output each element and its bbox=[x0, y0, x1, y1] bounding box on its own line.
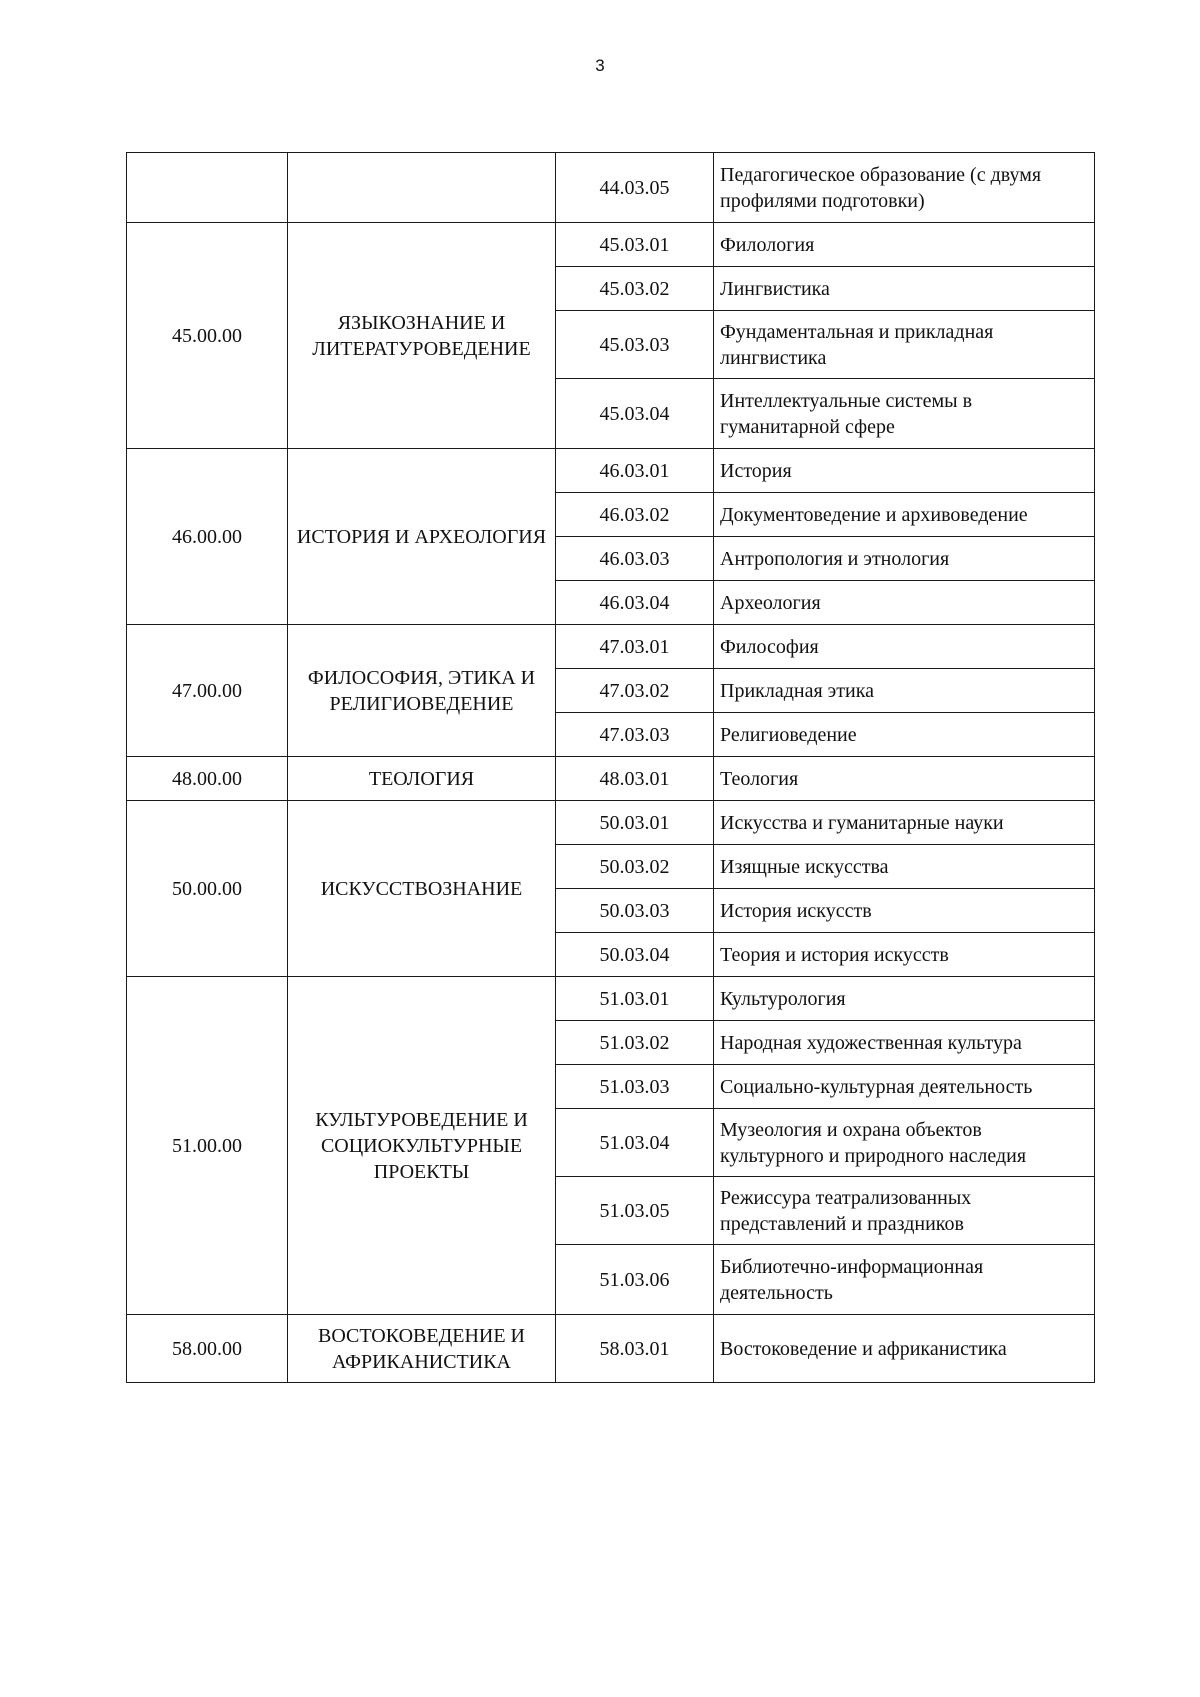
specialty-code-cell: 46.03.02 bbox=[556, 493, 714, 537]
specialty-name-cell: История искусств bbox=[714, 889, 1095, 933]
table-row bbox=[127, 223, 1095, 267]
specialty-code-cell: 48.03.01 bbox=[556, 757, 714, 801]
specialty-code-cell: 47.03.01 bbox=[556, 625, 714, 669]
group-name-cell: ТЕОЛОГИЯ bbox=[288, 757, 556, 801]
group-name-cell: ФИЛОСОФИЯ, ЭТИКА И РЕЛИГИОВЕДЕНИЕ bbox=[288, 625, 556, 757]
page-number: 3 bbox=[595, 56, 605, 75]
specialty-code-cell: 46.03.04 bbox=[556, 581, 714, 625]
specialty-name-cell: Педагогическое образование (с двумя профилями подготовки) bbox=[714, 153, 1095, 223]
group-name-cell: КУЛЬТУРОВЕДЕНИЕ И СОЦИОКУЛЬТУРНЫЕ ПРОЕКТЫ bbox=[288, 977, 556, 1315]
specialty-code-cell: 47.03.03 bbox=[556, 713, 714, 757]
specialty-name-cell: Режиссура театрализованных представлений и праздников bbox=[714, 1177, 1095, 1245]
specialty-code-cell: 44.03.05 bbox=[556, 153, 714, 223]
table-row bbox=[127, 757, 1095, 801]
specialty-name-cell: Культурология bbox=[714, 977, 1095, 1021]
specialties-table bbox=[126, 152, 1095, 1383]
specialty-code-cell: 51.03.02 bbox=[556, 1021, 714, 1065]
group-code-cell bbox=[127, 153, 288, 223]
specialty-name-cell: Документоведение и архивоведение bbox=[714, 493, 1095, 537]
specialty-name-cell: Теория и история искусств bbox=[714, 933, 1095, 977]
specialty-code-cell: 51.03.03 bbox=[556, 1065, 714, 1109]
specialty-code-cell: 45.03.02 bbox=[556, 267, 714, 311]
specialty-code-cell: 45.03.01 bbox=[556, 223, 714, 267]
group-code-cell: 51.00.00 bbox=[127, 977, 288, 1315]
group-code-cell: 45.00.00 bbox=[127, 223, 288, 449]
specialty-name-cell: Филология bbox=[714, 223, 1095, 267]
specialty-code-cell: 58.03.01 bbox=[556, 1315, 714, 1383]
specialty-name-cell: Народная художественная культура bbox=[714, 1021, 1095, 1065]
specialty-code-cell: 46.03.01 bbox=[556, 449, 714, 493]
specialty-code-cell: 50.03.01 bbox=[556, 801, 714, 845]
specialty-name-cell: История bbox=[714, 449, 1095, 493]
table-row bbox=[127, 625, 1095, 669]
specialty-code-cell: 51.03.05 bbox=[556, 1177, 714, 1245]
specialty-name-cell: Библиотечно-информационная деятельность bbox=[714, 1245, 1095, 1315]
table-row bbox=[127, 801, 1095, 845]
group-name-cell: ИСКУССТВОЗНАНИЕ bbox=[288, 801, 556, 977]
group-name-cell: ВОСТОКОВЕДЕНИЕ И АФРИКАНИСТИКА bbox=[288, 1315, 556, 1383]
table-row bbox=[127, 1315, 1095, 1383]
group-name-cell: ЯЗЫКОЗНАНИЕ И ЛИТЕРАТУРОВЕДЕНИЕ bbox=[288, 223, 556, 449]
specialty-name-cell: Антропология и этнология bbox=[714, 537, 1095, 581]
specialty-code-cell: 50.03.04 bbox=[556, 933, 714, 977]
specialty-name-cell: Музеология и охрана объектов культурного и природного наследия bbox=[714, 1109, 1095, 1177]
specialty-code-cell: 51.03.04 bbox=[556, 1109, 714, 1177]
specialty-code-cell: 50.03.02 bbox=[556, 845, 714, 889]
specialty-name-cell: Востоковедение и африканистика bbox=[714, 1315, 1095, 1383]
specialty-code-cell: 51.03.01 bbox=[556, 977, 714, 1021]
group-code-cell: 58.00.00 bbox=[127, 1315, 288, 1383]
specialty-code-cell: 46.03.03 bbox=[556, 537, 714, 581]
group-name-cell: ИСТОРИЯ И АРХЕОЛОГИЯ bbox=[288, 449, 556, 625]
specialty-code-cell: 45.03.03 bbox=[556, 311, 714, 379]
group-name-cell bbox=[288, 153, 556, 223]
group-code-cell: 46.00.00 bbox=[127, 449, 288, 625]
specialty-name-cell: Интеллектуальные системы в гуманитарной сфере bbox=[714, 379, 1095, 449]
specialty-name-cell: Фундаментальная и прикладная лингвистика bbox=[714, 311, 1095, 379]
specialty-code-cell: 45.03.04 bbox=[556, 379, 714, 449]
specialty-name-cell: Религиоведение bbox=[714, 713, 1095, 757]
specialty-code-cell: 51.03.06 bbox=[556, 1245, 714, 1315]
specialty-name-cell: Археология bbox=[714, 581, 1095, 625]
specialties-table-body bbox=[127, 153, 1095, 1383]
specialty-name-cell: Изящные искусства bbox=[714, 845, 1095, 889]
specialty-name-cell: Лингвистика bbox=[714, 267, 1095, 311]
specialty-code-cell: 50.03.03 bbox=[556, 889, 714, 933]
group-code-cell: 48.00.00 bbox=[127, 757, 288, 801]
table-row bbox=[127, 153, 1095, 223]
specialty-name-cell: Философия bbox=[714, 625, 1095, 669]
specialty-name-cell: Искусства и гуманитарные науки bbox=[714, 801, 1095, 845]
group-code-cell: 50.00.00 bbox=[127, 801, 288, 977]
specialty-code-cell: 47.03.02 bbox=[556, 669, 714, 713]
table-row bbox=[127, 977, 1095, 1021]
group-code-cell: 47.00.00 bbox=[127, 625, 288, 757]
specialty-name-cell: Теология bbox=[714, 757, 1095, 801]
specialty-name-cell: Прикладная этика bbox=[714, 669, 1095, 713]
specialty-name-cell: Социально-культурная деятельность bbox=[714, 1065, 1095, 1109]
table-row bbox=[127, 449, 1095, 493]
